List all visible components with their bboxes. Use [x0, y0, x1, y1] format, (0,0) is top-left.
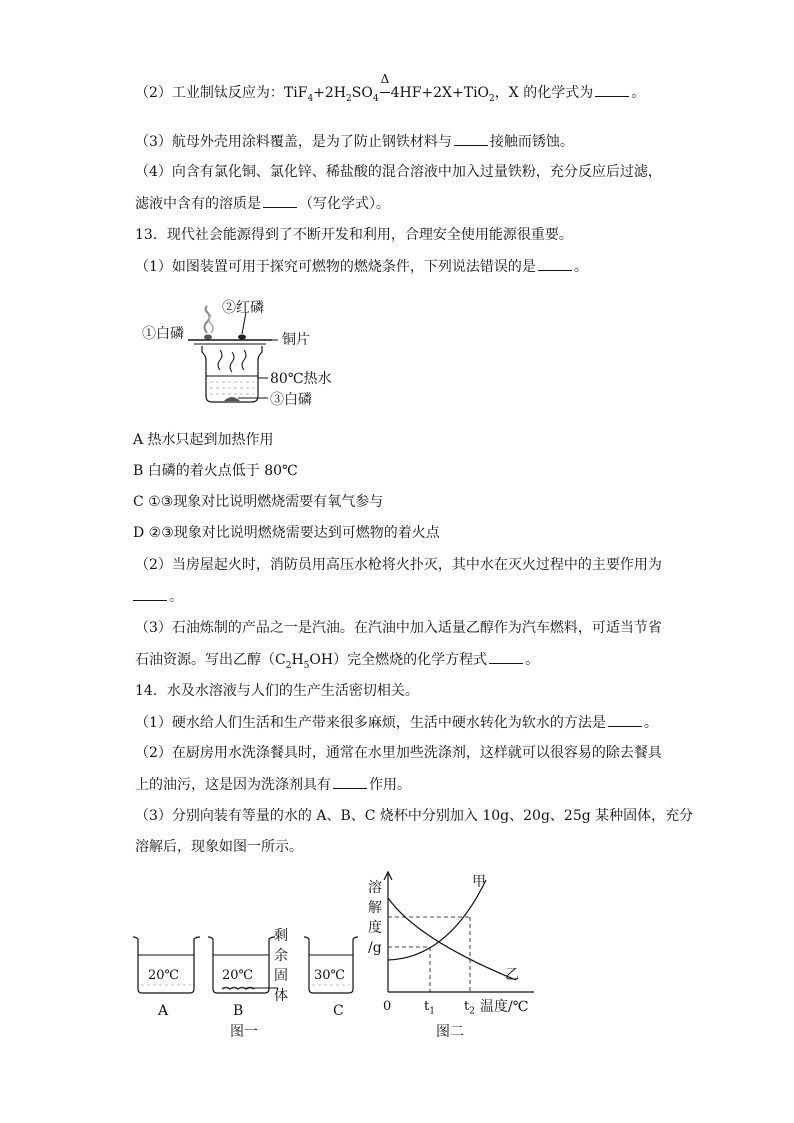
curve-yi	[388, 898, 516, 980]
q14-stem: 14．水及水溶液与人们的生产生活密切相关。	[135, 683, 419, 699]
beaker-c-temp: 30℃	[314, 968, 346, 983]
text: t	[464, 999, 470, 1014]
smoke-icon	[209, 315, 213, 333]
answer-blank[interactable]	[489, 649, 523, 664]
subscript: 4	[307, 93, 314, 104]
y-axis-label	[368, 878, 382, 958]
text: 滤液中含有的溶质是	[135, 196, 261, 212]
option-c: C ①③现象对比说明燃烧需要有氧气参与	[133, 494, 384, 510]
q12-part4-line2	[135, 193, 390, 214]
text: 石油资源。写出乙醇（C	[135, 652, 286, 668]
answer-blank[interactable]	[608, 712, 642, 727]
text: H	[291, 652, 304, 668]
beaker-b-label: B	[233, 1003, 244, 1019]
text: 。	[643, 715, 658, 731]
answer-blank[interactable]	[133, 586, 167, 601]
figure-1-beakers	[128, 925, 358, 1005]
text: 作用。	[369, 777, 411, 793]
beaker-a	[133, 937, 200, 993]
text: 上的油污，这是因为洗涤剂具有	[135, 777, 331, 793]
subscript: 1	[429, 1006, 435, 1017]
text: （写化学式）。	[299, 196, 390, 212]
q14-part3-line1: （3）分别向装有等量的水的 A、B、C 烧杯中分别加入 10g、20g、25g 某种固体，充分	[135, 808, 694, 824]
label-white-phosphorus-1: ①白磷	[142, 326, 184, 342]
subscript: 2	[346, 93, 352, 104]
red-phosphorus-icon	[238, 335, 246, 340]
q12-part3	[135, 131, 574, 152]
q14-part2-line2	[135, 774, 411, 795]
text: 。	[573, 259, 588, 275]
curve-jia	[388, 880, 486, 960]
beaker	[202, 346, 262, 402]
text: 。	[525, 652, 540, 668]
answer-blank[interactable]	[454, 131, 488, 146]
ylabel-char: 度	[368, 920, 382, 936]
beaker-c-label: C	[333, 1003, 344, 1019]
tick-t2	[464, 999, 475, 1020]
beaker-a-temp: 20℃	[148, 968, 180, 983]
subscript: 5	[303, 660, 310, 671]
text: t	[424, 999, 430, 1014]
text: （1）如图装置可用于探究可燃物的燃烧条件，下列说法错误的是	[135, 259, 536, 275]
q13-part2-line2	[133, 586, 183, 607]
text: 4HF+2X+TiO	[390, 85, 490, 101]
text: （1）硬水给人们生活和生产带来很多麻烦，生活中硬水转化为软水的方法是	[135, 715, 606, 731]
text: ，X 的化学式为	[494, 85, 594, 101]
label-copper-plate: 铜片	[282, 332, 310, 348]
curve-jia-label: 甲	[472, 874, 486, 890]
text: （3）航母外壳用涂料覆盖，是为了防止钢铁材料与	[135, 134, 452, 150]
subscript: 2	[285, 660, 292, 671]
option-d: D ②③现象对比说明燃烧需要达到可燃物的着火点	[133, 525, 440, 541]
reaction-line	[380, 92, 390, 93]
text: OH）完全燃烧的化学方程式	[309, 652, 488, 668]
steam-icon	[230, 352, 234, 372]
steam-icon	[242, 350, 246, 370]
beaker-a-label: A	[158, 1003, 169, 1019]
tick-t1	[424, 999, 435, 1020]
text: SO	[351, 85, 373, 101]
figure-2-caption: 图二	[436, 1024, 464, 1040]
ylabel-char: 解	[368, 900, 382, 916]
beaker-b	[208, 937, 278, 993]
delta-symbol: Δ	[380, 72, 390, 86]
steam-icon	[218, 350, 222, 370]
residue-char: 体	[274, 988, 288, 1004]
residue-char: 余	[274, 948, 288, 964]
residue-char: 固	[274, 968, 288, 984]
q13-part3-line1: （3）石油炼制的产品之一是汽油。在汽油中加入适量乙醇作为汽车燃料，可适当节省	[135, 620, 662, 636]
q13-stem: 13．现代社会能源得到了不断开发和利用，合理安全使用能源很重要。	[135, 227, 573, 243]
subscript: 4	[372, 93, 379, 104]
q12-part2	[135, 72, 646, 109]
white-phosphorus-3-icon	[224, 397, 240, 401]
answer-blank[interactable]	[333, 774, 367, 789]
q14-part3-line2: 溶解后，现象如图一所示。	[135, 839, 303, 855]
q13-part1	[135, 256, 588, 277]
beaker-b-temp: 20℃	[222, 968, 254, 983]
answer-blank[interactable]	[263, 193, 297, 208]
q14-part2-line1: （2）在厨房用水洗涤餐具时，通常在水里加些洗涤剂，这样就可以很容易的除去餐具	[135, 745, 662, 761]
label-red-phosphorus: ②红磷	[222, 300, 264, 316]
x-axis-label: 温度/℃	[480, 999, 529, 1015]
text: （2）工业制钛反应为：TiF	[135, 85, 308, 101]
origin-label: 0	[383, 999, 392, 1014]
q13-part3-line2	[135, 649, 539, 676]
white-phosphorus-1-icon	[204, 335, 212, 340]
curve-yi-label: 乙	[505, 967, 519, 983]
residue-char: 剩	[274, 928, 288, 944]
answer-blank[interactable]	[538, 256, 572, 271]
label-hot-water: 80℃热水	[270, 371, 332, 387]
q12-part4-line1: （4）向含有氯化铜、氯化锌、稀盐酸的混合溶液中加入过量铁粉，充分反应后过滤，	[135, 164, 662, 180]
heat-condition	[379, 72, 391, 103]
ylabel-char: 溶	[368, 880, 382, 896]
option-a: A 热水只起到加热作用	[133, 432, 274, 448]
text: +2H	[313, 85, 347, 101]
figure-1-caption: 图一	[230, 1024, 258, 1040]
label-white-phosphorus-3: ③白磷	[270, 392, 312, 408]
beaker-c	[304, 937, 358, 993]
ylabel-char: /g	[368, 940, 382, 956]
text: 接触而锈蚀。	[489, 134, 574, 150]
text: 。	[169, 589, 183, 605]
q13-part2-line1: （2）当房屋起火时，消防员用高压水枪将火扑灭，其中水在灭火过程中的主要作用为	[135, 557, 662, 573]
option-b: B 白磷的着火点低于 80℃	[133, 463, 298, 479]
answer-blank[interactable]	[595, 82, 629, 97]
q14-part1	[135, 712, 658, 733]
text: 。	[631, 85, 646, 101]
subscript: 2	[469, 1006, 475, 1017]
beaker-outline	[133, 937, 200, 993]
beaker-outline	[304, 937, 358, 993]
subscript: 2	[489, 93, 495, 104]
beaker-outline	[208, 937, 275, 993]
residue-label	[274, 926, 288, 1006]
